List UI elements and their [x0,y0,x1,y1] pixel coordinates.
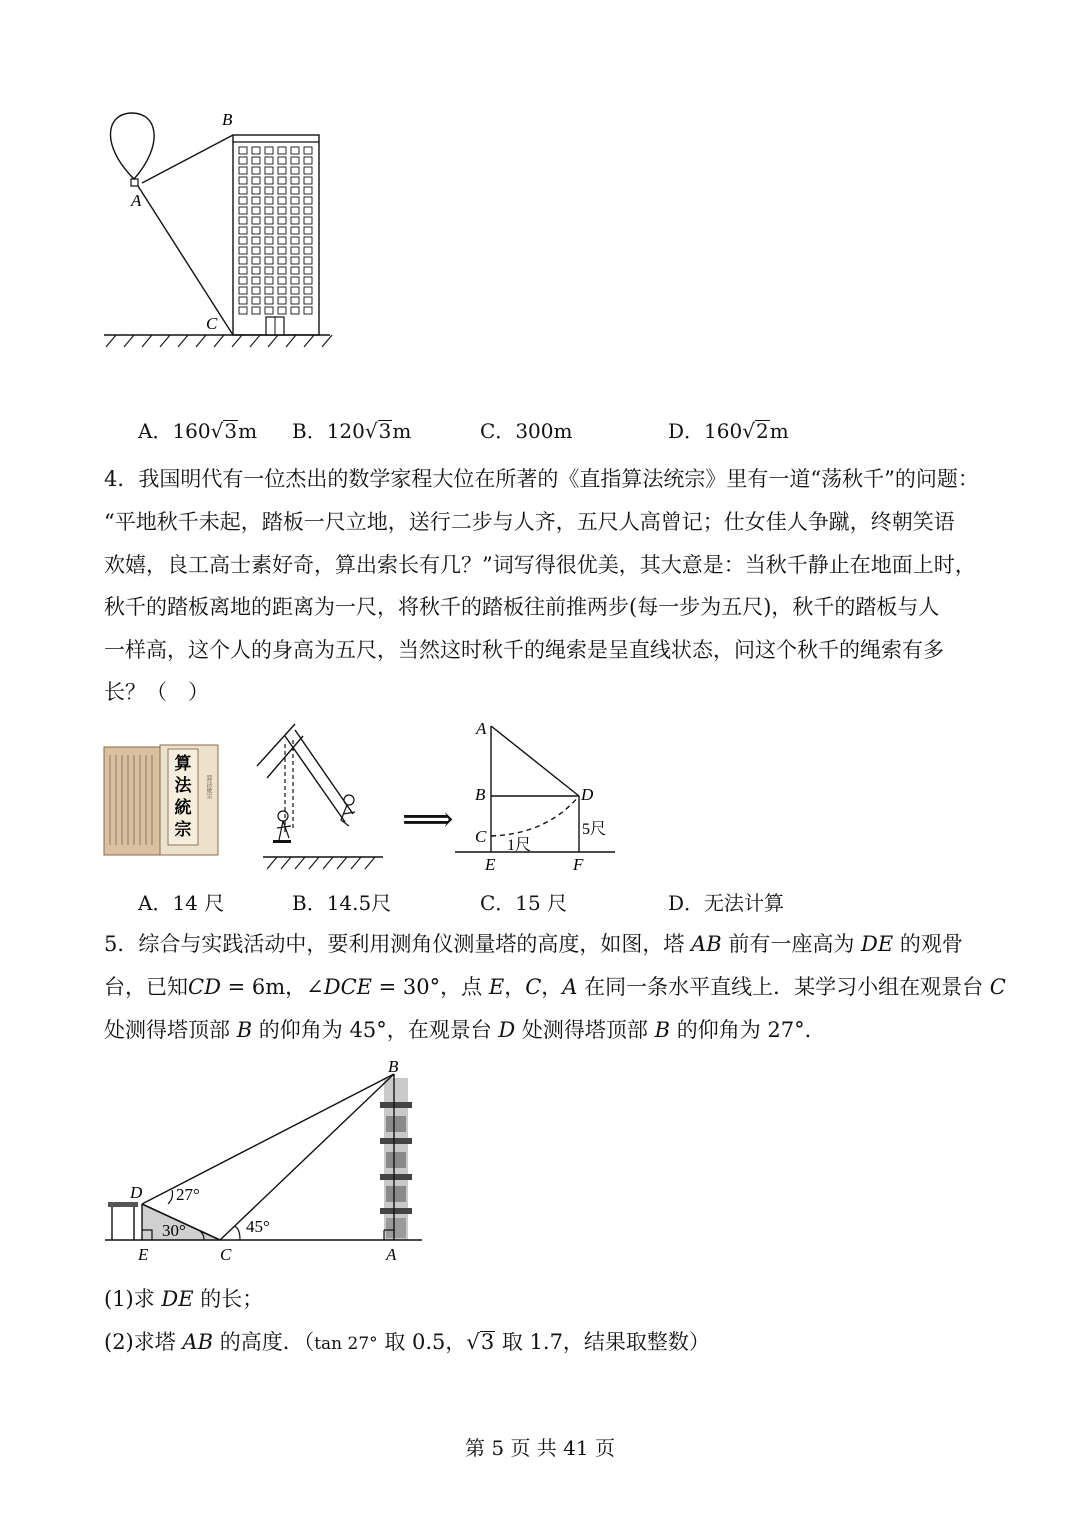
book-photo [104,745,220,857]
hatch-line [267,857,277,869]
label-d: D [581,785,594,804]
q4-option-d[interactable]: D．无法计算 [668,891,785,915]
q3-option-a[interactable]: A．160√3m [138,419,258,443]
hatch-line [295,857,305,869]
hatch-line [323,857,333,869]
ground-hatching [106,335,332,347]
hatch-line [351,857,361,869]
hatch-line [309,857,319,869]
label-e: E [485,855,496,874]
hatch-line [365,857,375,869]
label-f: F [573,855,584,874]
q3-option-d[interactable]: D．160√2m [668,419,789,443]
hatch-line [106,335,116,347]
book-title-char-4: 宗 [174,820,192,839]
hatch-line [337,857,347,869]
balloon-basket [131,179,138,186]
q4-line-3: 欢嬉，良工高士素好奇，算出索长有几？”词写得很优美，其大意是：当秋千静止在地面上时， [104,553,976,577]
label-one-chi: 1尺 [507,837,532,854]
hatch-line [214,335,224,347]
hatch-line [281,857,291,869]
balloon-envelope [110,113,154,179]
q4-option-a[interactable]: A．14 尺 [138,891,225,915]
q4-option-b[interactable]: B．14.5尺 [292,891,392,915]
label-a: A [131,191,142,210]
hatch-line [178,335,188,347]
label-d: D [130,1183,143,1202]
label-c: C [220,1245,232,1264]
pagoda-tower [380,1078,412,1240]
swing-sketch [255,722,390,867]
label-b: B [388,1057,399,1076]
label-a: A [386,1245,397,1264]
q4-line-2: “平地秋千未起，踏板一尺立地，送行二步与人齐，五尺人高曾记；仕女佳人争蹴，终朝笑语 [104,510,955,534]
hatch-line [250,335,260,347]
hatch-line [286,335,296,347]
q4-line-6: 长？（ ） [104,680,209,704]
hatch-line [304,335,314,347]
q5-sub-1: (1)求 DE 的长； [104,1287,264,1311]
label-angle-45: 45° [246,1217,270,1236]
tower-figure [100,1058,430,1273]
page-footer: 第 5 页 共 41 页 [465,1436,615,1460]
label-b: B [222,110,233,129]
sqrt-sign: √ [466,1330,480,1354]
q5-line-1: 5．综合与实践活动中，要利用测角仪测量塔的高度，如图，塔 AB 前有一座高为 DE 的观骨 [104,932,963,956]
balloon-building-figure [100,105,340,355]
label-angle-27: 27° [176,1185,200,1204]
hatch-line [142,335,152,347]
book-title: 算法統宗 [205,775,211,799]
hatch-line [322,335,332,347]
hatch-line [124,335,134,347]
hatch-line [232,335,242,347]
sqrt-sign: √ [210,419,224,443]
q4-line-4: 秋千的踏板离地的距离为一尺，将秋千的踏板往前推两步(每一步为五尺)，秋千的踏板与人 [104,595,940,619]
book-title-char-2: 法 [174,776,192,795]
swing-geometry-diagram [455,716,625,876]
label-five-chi: 5尺 [582,821,607,838]
ground-hatching [267,857,375,869]
label-c: C [475,827,487,846]
q3-option-b[interactable]: B．120√3m [292,419,412,443]
book-title-char-3: 統 [174,798,192,817]
q3-option-c[interactable]: C．300m [480,419,573,443]
label-a: A [476,719,487,738]
q4-line-1: 4．我国明代有一位杰出的数学家程大位在所著的《直指算法统宗》里有一道“荡秋千”的问题： [104,467,979,491]
label-c: C [206,314,218,333]
label-e: E [138,1245,149,1264]
hatch-line [160,335,170,347]
label-angle-30: 30° [162,1221,186,1240]
q4-option-c[interactable]: C．15 尺 [480,891,568,915]
hatch-line [196,335,206,347]
building [233,135,319,335]
q5-line-3: 处测得塔顶部 B 的仰角为 45°，在观景台 D 处测得塔顶部 B 的仰角为 27°． [104,1018,826,1042]
book-title-char-1: 算 [174,754,192,773]
sqrt-sign: √ [742,419,755,443]
q5-sub-2: (2)求塔 AB 的高度．（tan 27° 取 0.5，√3 取 1.7，结果取整数） [104,1330,710,1354]
q4-line-5: 一样高，这个人的身高为五尺，当然这时秋千的绳索是呈直线状态，问这个秋千的绳索有多 [104,638,944,662]
implies-arrow-icon: ⟹ [402,799,454,840]
label-b: B [475,785,486,804]
hatch-line [268,335,278,347]
q5-line-2: 台，已知CD = 6m，∠DCE = 30°，点 E，C，A 在同一条水平直线上．某学习小组在观景台 C [104,975,1006,999]
sqrt-sign: √ [364,419,378,443]
